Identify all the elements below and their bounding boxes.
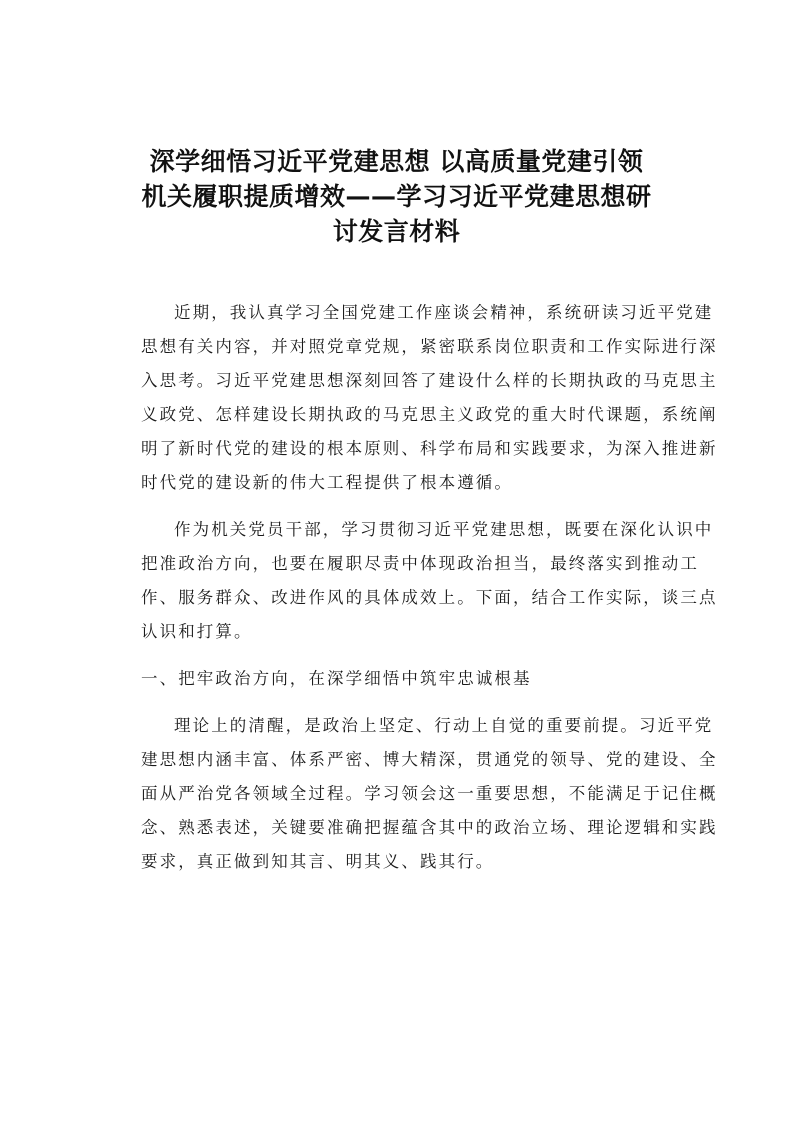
paragraph-line: 明了新时代党的建设的根本原则、科学布局和实践要求，为深入推进新 — [141, 439, 718, 458]
paragraph-line: 入思考。习近平党建思想深刻回答了建设什么样的长期执政的马克思主 — [141, 371, 718, 390]
paragraph-line: 时代党的建设新的伟大工程提供了根本遵循。 — [141, 473, 513, 492]
paragraph-line: 念、熟悉表述，关键要准确把握蕴含其中的政治立场、理论逻辑和实践 — [141, 818, 718, 837]
document-body — [108, 296, 718, 892]
title-line: 机关履职提质增效——学习习近平党建思想研 — [141, 182, 652, 211]
paragraph-line: 作为机关党员干部，学习贯彻习近平党建思想，既要在深化认识中 — [174, 520, 714, 539]
body-paragraph — [108, 296, 718, 500]
paragraph-line: 建思想内涵丰富、体系严密、博大精深，贯通党的领导、党的建设、全 — [141, 750, 718, 769]
body-paragraph — [108, 513, 718, 649]
section-heading: 一、把牢政治方向，在深学细悟中筑牢忠诚根基 — [141, 669, 532, 688]
paragraph-line: 把准政治方向，也要在履职尽责中体现政治担当，最终落实到推动工 — [141, 554, 699, 573]
paragraph-line: 思想有关内容，并对照党章党规，紧密联系岗位职责和工作实际进行深 — [141, 337, 718, 356]
title-line: 深学细悟习近平党建思想 以高质量党建引领 — [149, 147, 644, 176]
paragraph-line: 要求，真正做到知其言、明其义、践其行。 — [141, 852, 495, 871]
paragraph-line: 近期，我认真学习全国党建工作座谈会精神，系统研读习近平党建 — [174, 303, 714, 322]
document-title — [108, 144, 685, 249]
title-line: 讨发言材料 — [332, 217, 461, 246]
paragraph-line: 作、服务群众、改进作风的具体成效上。下面，结合工作实际，谈三点 — [141, 588, 718, 607]
paragraph-line: 理论上的清醒，是政治上坚定、行动上自觉的重要前提。习近平党 — [174, 716, 714, 735]
body-paragraph — [108, 709, 718, 879]
paragraph-line: 认识和打算。 — [141, 622, 253, 641]
paragraph-line: 义政党、怎样建设长期执政的马克思主义政党的重大时代课题，系统阐 — [141, 405, 718, 424]
paragraph-line: 面从严治党各领域全过程。学习领会这一重要思想，不能满足于记住概 — [141, 784, 718, 803]
